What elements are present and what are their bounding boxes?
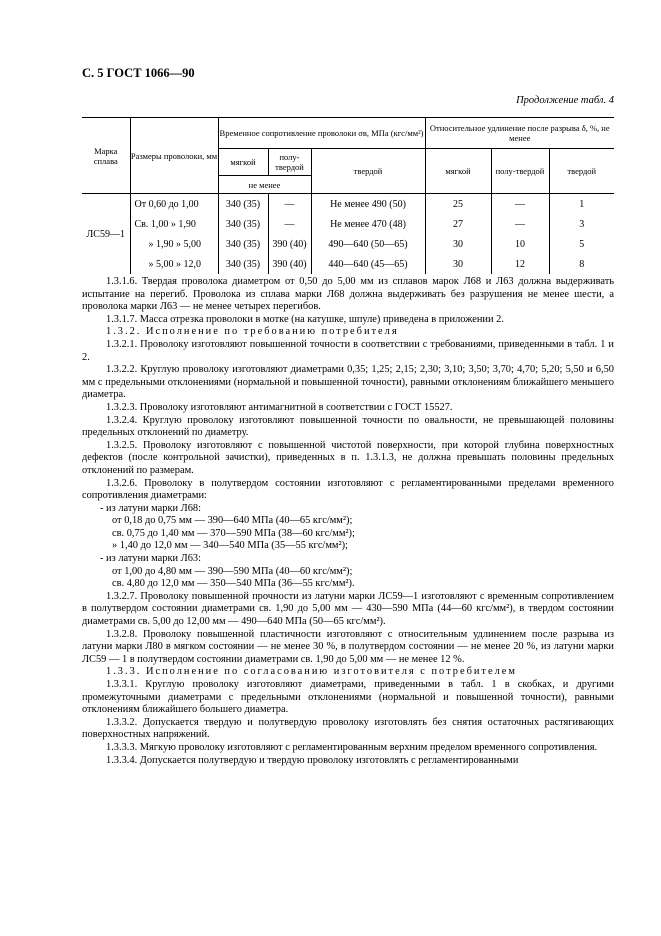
subheader-soft: мягкой [218, 149, 268, 176]
not-less-label: не менее [218, 176, 311, 194]
subheader-elong-soft: мягкой [425, 149, 491, 194]
table-cell: 5 [549, 234, 614, 254]
table-cell: 390 (40) [268, 254, 311, 274]
properties-table [82, 117, 614, 274]
table-cell: 27 [425, 214, 491, 234]
paragraph: 1.3.2.4. Круглую проволоку изготовляют повышенной точности по овальности, не превышающей половины предельных отклонений по диаметру. [82, 414, 614, 439]
table-cell: 340 (35) [218, 214, 268, 234]
paragraph: 1.3.3.2. Допускается твердую и полутвердую проволоку изготовлять без снятия остаточных растягивающих поверхностных напряжений. [82, 716, 614, 741]
paragraph: 1.3.2.2. Круглую проволоку изготовляют диаметрами 0,35; 1,25; 2,15; 2,30; 3,10; 3,50; 3,70; 4,70; 5,20; 5,50 и 6,50 мм с предельными отклонениями (нормальной и повышенной точности), равными отклонениям ближайшего меньшего диаметра. [82, 364, 614, 401]
table-cell: 340 (35) [218, 234, 268, 254]
paragraph: 1.3.1.7. Масса отрезка проволоки в мотке (на катушке, шпуле) приведена в приложении 2. [106, 313, 504, 325]
alloy-name: ЛС59—1 [82, 194, 130, 275]
table-cell: 340 (35) [218, 194, 268, 215]
table-cell: — [491, 194, 549, 215]
table-cell: » 5,00 » 12,0 [130, 254, 218, 274]
paragraph: 1.3.2.5. Проволоку изготовляют с повышенной чистотой поверхности, при которой глубина поверхностных дефектов (после контрольной зачистки), приведенных в п. 1.3.1.3, не должна превышать половины предельных отклонений по размерам. [82, 439, 614, 476]
table-cell: — [268, 214, 311, 234]
paragraph: 1.3.2.7. Проволоку повышенной прочности из латуни марки ЛС59—1 изготовляют с временным сопротивлением в полутвердом состоянии диаметрами св. 1,90 до 5,00 мм — 430—590 МПа (44—60 кгс/мм²), в твердом состоянии диаметрами св. 5,00 до 12,00 мм — 490—640 МПа (50—65 кгс/мм²). [82, 590, 614, 628]
subheader-elong-hard: твердой [549, 149, 614, 194]
paragraph: 1.3.3.3. Мягкую проволоку изготовляют с регламентированным верхним пределом временного сопротивления. [106, 741, 598, 753]
subheader-halfhard: полу-твердой [268, 149, 311, 176]
paragraph: 1.3.3.1. Круглую проволоку изготовляют диаметрами, приведенными в табл. 1 в скобках, и другими промежуточными диаметрами с предельными отклонениями (нормальной и повышенной точности), равными отклонениям ближайшего большего диаметра. [82, 679, 614, 716]
table-cell: 30 [425, 234, 491, 254]
table-cell: 12 [491, 254, 549, 274]
table-cell: 490—640 (50—65) [311, 234, 425, 254]
col-size-header: Размеры проволоки, мм [130, 118, 218, 194]
table-cell: » 1,90 » 5,00 [130, 234, 218, 254]
table-cell: 440—640 (45—65) [311, 254, 425, 274]
list-item: » 1,40 до 12,0 мм — 340—540 МПа (35—55 кгс/мм²); [112, 540, 348, 552]
table-cell: 3 [549, 214, 614, 234]
table-cell: Не менее 470 (48) [311, 214, 425, 234]
page-header: С. 5 ГОСТ 1066—90 [82, 66, 195, 80]
list-item: св. 0,75 до 1,40 мм — 370—590 МПа (38—60 кгс/мм²); [112, 527, 355, 539]
section-heading: 1.3.2. Исполнение по требованию потребителя [106, 326, 399, 338]
paragraph: 1.3.2.8. Проволоку повышенной пластичности изготовляют с относительным удлинением после разрыва из латуни марки Л80 в мягком состоянии — не менее 30 %, в полутвердом состоянии — не менее 20 %, из латуни марки ЛС59 — 1 в полутвердом состоянии диаметрами св. 1,90 до 5,00 мм — не менее 12 %. [82, 628, 614, 665]
list-item: от 1,00 до 4,80 мм — 390—590 МПа (40—60 кгс/мм²); [112, 565, 353, 577]
table-cell: 1 [549, 194, 614, 215]
table-cell: 8 [549, 254, 614, 274]
table-cell: 10 [491, 234, 549, 254]
table-cell: 340 (35) [218, 254, 268, 274]
table-cell: 30 [425, 254, 491, 274]
col-alloy-header: Марка сплава [82, 118, 130, 194]
subheader-hard: твердой [311, 149, 425, 194]
table-continuation-label: Продолжение табл. 4 [516, 95, 614, 106]
col-tensile-header: Временное сопротивление проволоки σв, МПа (кгс/мм²) [218, 118, 425, 149]
paragraph: 1.3.2.1. Проволоку изготовляют повышенной точности в соответствии с требованиями, приведенными в табл. 1 и 2. [82, 338, 614, 363]
table-cell: От 0,60 до 1,00 [130, 194, 218, 215]
list-item: от 0,18 до 0,75 мм — 390—640 МПа (40—65 кгс/мм²); [112, 515, 353, 527]
table-cell: Не менее 490 (50) [311, 194, 425, 215]
paragraph: 1.3.1.6. Твердая проволока диаметром от 0,50 до 5,00 мм из сплавов марок Л68 и Л63 должна выдерживать испытание на перегиб. Проволока из сплава марки Л68 должна выдерживать без разрушения не менее шести, а проволока марки Л63 — не менее четырех перегибов. [82, 276, 614, 313]
paragraph: 1.3.2.6. Проволоку в полутвердом состоянии изготовляют с регламентированными пределами временного сопротивления диаметрами: [82, 477, 614, 502]
paragraph: 1.3.2.3. Проволоку изготовляют антимагнитной в соответствии с ГОСТ 15527. [106, 401, 453, 413]
table-cell: 25 [425, 194, 491, 215]
document-body [82, 276, 614, 767]
list-item: - из латуни марки Л68: [100, 502, 202, 514]
paragraph: 1.3.3.4. Допускается полутвердую и твердую проволоку изготовлять с регламентированными [106, 754, 519, 766]
list-item: св. 4,80 до 12,0 мм — 350—540 МПа (36—55 кгс/мм²). [112, 578, 355, 590]
section-heading: 1.3.3. Исполнение по согласованию изготовителя с потребителем [106, 666, 517, 678]
table-cell: 390 (40) [268, 234, 311, 254]
table-cell: Св. 1,00 » 1,90 [130, 214, 218, 234]
table-cell: — [268, 194, 311, 215]
list-item: - из латуни марки Л63: [100, 553, 202, 565]
col-elongation-header: Относительное удлинение после разрыва δ, %, не менее [425, 118, 614, 149]
subheader-elong-halfhard: полу-твердой [491, 149, 549, 194]
table-cell: — [491, 214, 549, 234]
